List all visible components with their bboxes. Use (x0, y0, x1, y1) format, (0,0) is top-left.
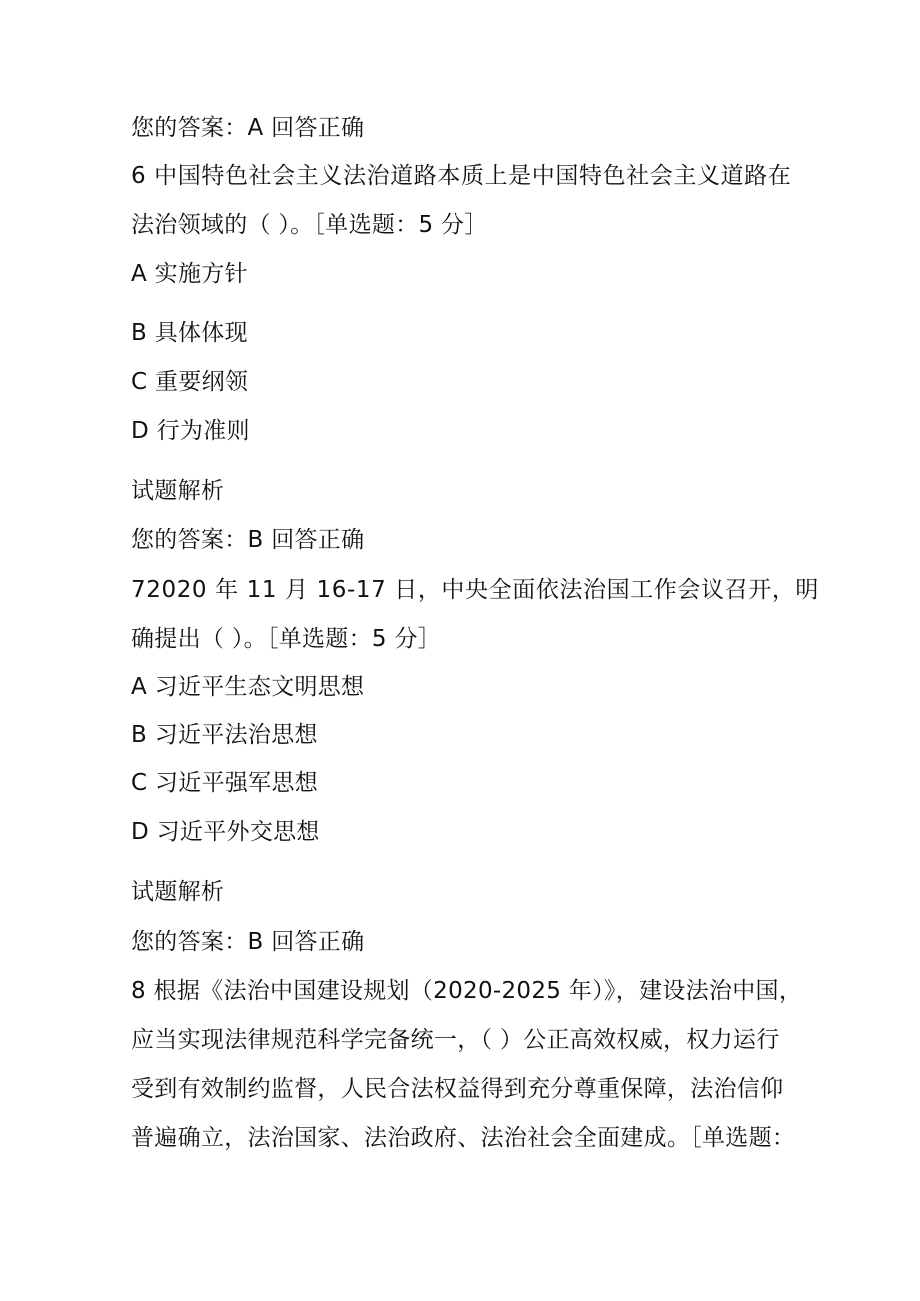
question-7-text-line-2: 确提出（ ）。［单选题：5 分］ (131, 626, 442, 652)
question-8-text-line-2: 应当实现法律规范科学完备统一，（ ）公正高效权威，权力运行 (131, 1027, 780, 1053)
question-7-text-line-1: 72020 年 11 月 16-17 日，中央全面依法治国工作会议召开，明 (131, 577, 820, 603)
answer-line-q6: 您的答案：B 回答正确 (131, 527, 365, 553)
question-6-text-line-1: 6 中国特色社会主义法治道路本质上是中国特色社会主义道路在 (131, 163, 792, 189)
question-6-analysis-label: 试题解析 (131, 478, 225, 504)
question-6-option-d: D 行为准则 (131, 418, 250, 444)
answer-line-q5: 您的答案：A 回答正确 (131, 115, 365, 141)
question-7-option-d: D 习近平外交思想 (131, 819, 320, 845)
question-6-option-a: A 实施方针 (131, 261, 248, 287)
question-7-option-c: C 习近平强军思想 (131, 770, 319, 796)
question-6-option-b: B 具体体现 (131, 320, 248, 346)
question-6-text-line-2: 法治领域的（ ）。［单选题：5 分］ (131, 212, 488, 238)
answer-line-q7: 您的答案：B 回答正确 (131, 929, 365, 955)
question-7-analysis-label: 试题解析 (131, 879, 225, 905)
question-8-text-line-3: 受到有效制约监督，人民合法权益得到充分尊重保障，法治信仰 (131, 1076, 784, 1102)
question-8-text-line-4: 普遍确立，法治国家、法治政府、法治社会全面建成。［单选题： (131, 1125, 796, 1151)
question-7-option-a: A 习近平生态文明思想 (131, 674, 365, 700)
question-8-text-line-1: 8 根据《法治中国建设规划（2020-2025 年）》，建设法治中国， (131, 978, 803, 1004)
question-6-option-c: C 重要纲领 (131, 369, 249, 395)
question-7-option-b: B 习近平法治思想 (131, 722, 318, 748)
